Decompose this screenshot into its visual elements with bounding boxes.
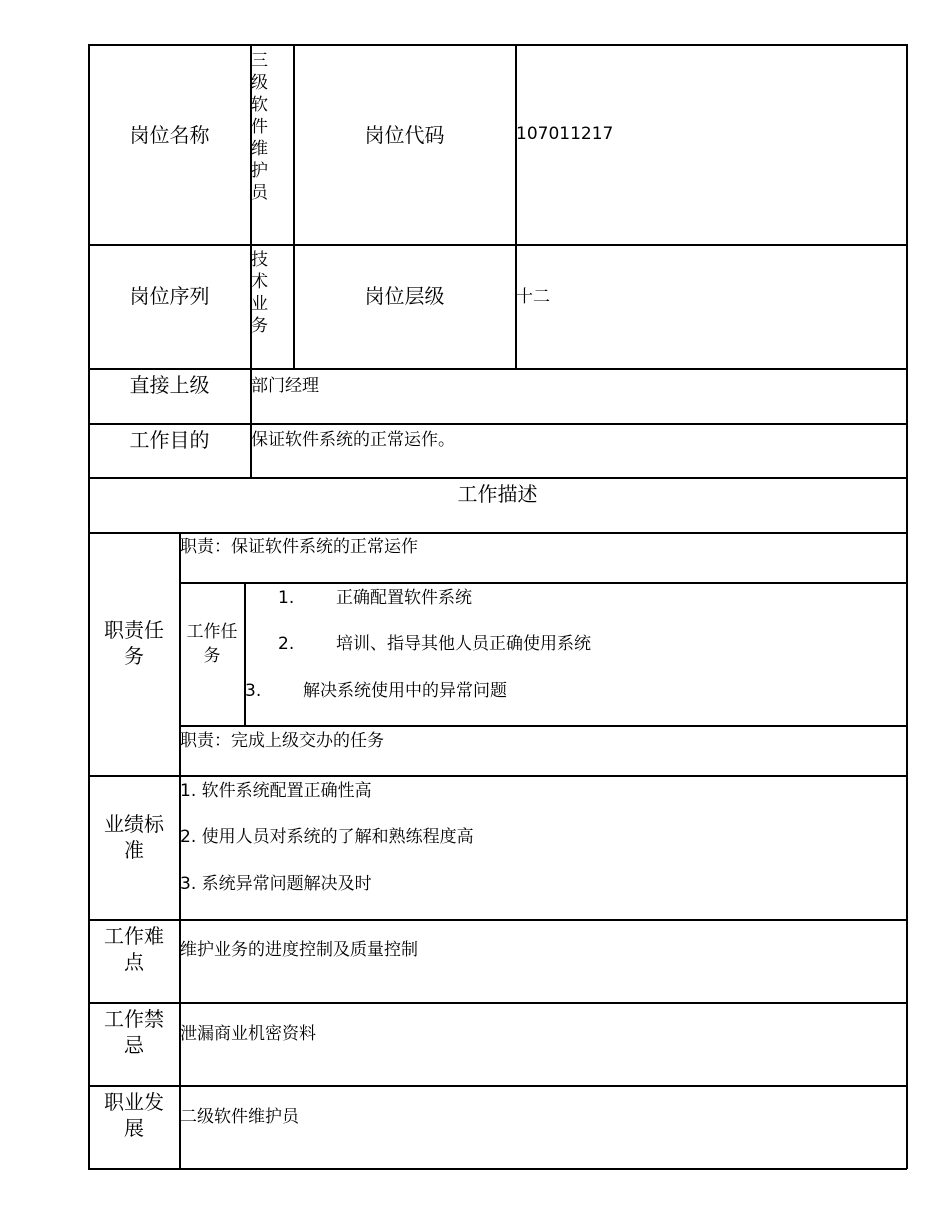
rule	[88, 919, 907, 921]
rule	[88, 477, 907, 479]
rule	[88, 1085, 907, 1087]
rule	[179, 582, 907, 584]
task-2-text: 培训、指导其他人员正确使用系统	[336, 634, 591, 654]
superior-value: 部门经理	[251, 376, 319, 396]
position-level-label: 岗位层级	[364, 284, 445, 308]
task-1-number: 1.	[278, 588, 295, 608]
task-2-number: 2.	[278, 634, 295, 654]
rule	[293, 44, 295, 369]
rule	[906, 44, 908, 1169]
performance-label	[89, 811, 179, 863]
duty-2: 职责：完成上级交办的任务	[180, 731, 384, 751]
position-series-label: 岗位序列	[129, 284, 210, 308]
rule	[88, 44, 907, 46]
description-header: 工作描述	[457, 482, 538, 506]
position-series-value: 技术业务	[251, 250, 268, 336]
performance-item-1: 1. 软件系统配置正确性高	[180, 781, 372, 801]
tasks-label-text: 工作任务	[186, 622, 238, 666]
rule	[88, 423, 907, 425]
tasks-label	[180, 620, 244, 668]
position-code-value: 107011217	[516, 124, 614, 144]
position-code-label: 岗位代码	[364, 123, 445, 147]
superior-label: 直接上级	[129, 373, 210, 397]
rule	[88, 775, 907, 777]
position-name-label: 岗位名称	[129, 123, 210, 147]
position-level-value: 十二	[516, 287, 550, 307]
duty-1: 职责：保证软件系统的正常运作	[180, 537, 418, 557]
rule	[88, 532, 907, 534]
task-3-text: 解决系统使用中的异常问题	[303, 681, 507, 701]
rule	[88, 1168, 907, 1170]
rule	[88, 244, 907, 246]
taboo-value: 泄漏商业机密资料	[180, 1024, 316, 1044]
performance-item-2: 2. 使用人员对系统的了解和熟练程度高	[180, 827, 474, 847]
rule	[88, 1002, 907, 1004]
task-1-text: 正确配置软件系统	[336, 588, 472, 608]
difficulty-value: 维护业务的进度控制及质量控制	[180, 940, 418, 960]
task-3-number: 3.	[245, 681, 262, 701]
performance-label-text: 业绩标准	[104, 812, 164, 862]
taboo-label	[89, 1006, 179, 1058]
performance-item-3: 3. 系统异常问题解决及时	[180, 874, 372, 894]
career-value: 二级软件维护员	[180, 1107, 299, 1127]
position-name-value: 三级软件维护员	[251, 51, 268, 203]
duties-label-text: 职责任务	[104, 618, 164, 668]
difficulty-label	[89, 923, 179, 975]
taboo-label-text: 工作禁忌	[104, 1007, 164, 1057]
rule	[88, 368, 907, 370]
rule	[244, 582, 246, 726]
rule	[88, 44, 90, 1169]
rule	[515, 44, 517, 369]
purpose-label: 工作目的	[129, 428, 210, 452]
difficulty-label-text: 工作难点	[104, 924, 164, 974]
duties-label	[89, 617, 179, 669]
rule	[179, 725, 907, 727]
career-label	[89, 1089, 179, 1141]
purpose-value: 保证软件系统的正常运作。	[251, 430, 455, 450]
career-label-text: 职业发展	[104, 1090, 164, 1140]
